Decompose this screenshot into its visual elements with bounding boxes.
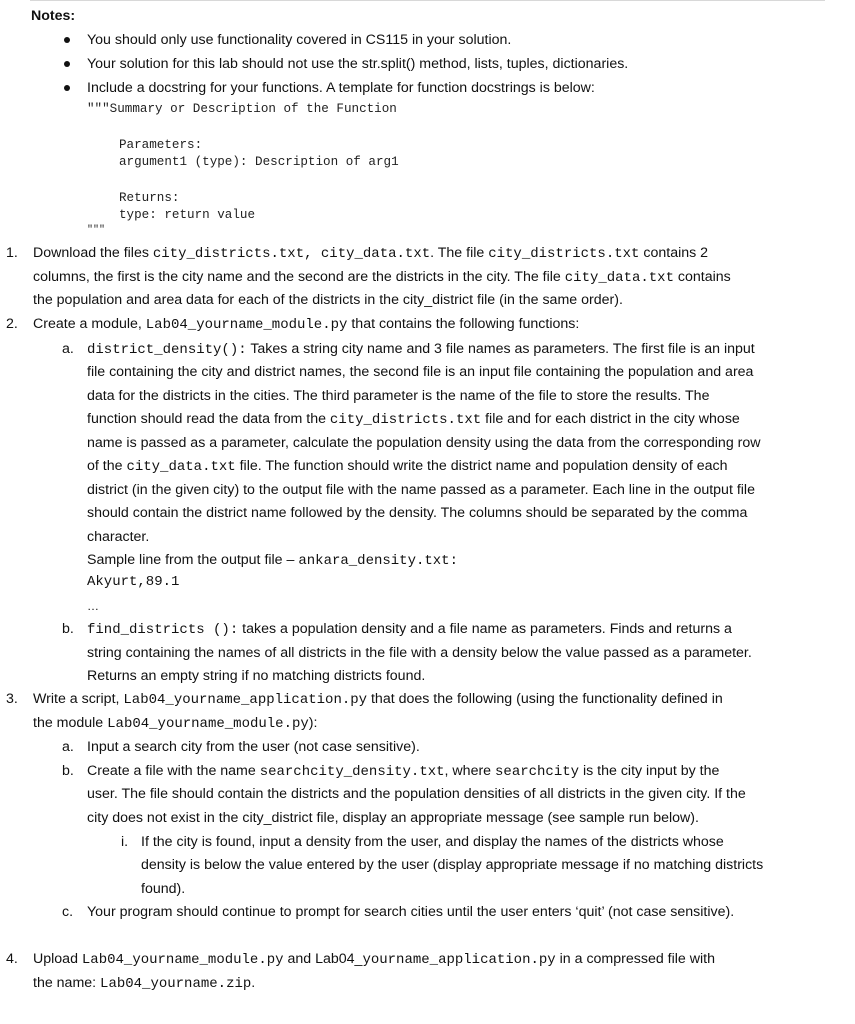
item-3a-line-1: Input a search city from the user (not case sensitive). (87, 739, 420, 755)
item-2a-line-9: character. (87, 529, 150, 545)
list-marker: 2. (6, 316, 18, 332)
docstring-line: type: return value (119, 208, 256, 222)
bullet-dot (64, 37, 70, 43)
docstring-line: """Summary or Description of the Function (87, 102, 397, 116)
item-2-line-1: Create a module, Lab04_yourname_module.py that contains the following functions: (33, 316, 580, 333)
docstring-line: """ (87, 225, 106, 236)
list-marker: 3. (6, 691, 18, 707)
list-marker: i. (121, 834, 129, 850)
top-divider (30, 0, 825, 1)
note-bullet-2: Your solution for this lab should not use the str.split() method, lists, tuples, dictionaries. (87, 56, 629, 72)
sample-output-line: Akyurt,89.1 (87, 574, 180, 590)
item-2a-line-7: district (in the given city) to the output file with the name passed as a parameter. Each line in the output file (87, 482, 755, 498)
item-2b-line-2: string containing the names of all districts in the file with a density below the value passed as a parameter. (87, 645, 752, 661)
list-marker: b. (62, 621, 74, 637)
item-2a-line-8: should contain the district name followed by the density. The columns should be separated by the comma (87, 505, 748, 521)
item-3-line-1: Write a script, Lab04_yourname_application.py that does the following (using the functionality defined in (33, 691, 723, 708)
item-3-line-2: the module Lab04_yourname_module.py): (33, 715, 318, 732)
item-1-line-2: columns, the first is the city name and the second are the districts in the city. The file city_data.txt contains (33, 269, 731, 286)
bullet-dot (64, 61, 70, 67)
list-marker: 1. (6, 245, 18, 261)
item-3b-i-line-2: density is below the value entered by the user (display appropriate message if no matching districts (141, 857, 764, 873)
item-2b-line-3: Returns an empty string if no matching districts found. (87, 668, 426, 684)
item-2a-line-10: Sample line from the output file – ankara_density.txt: (87, 552, 458, 569)
bullet-dot (64, 85, 70, 91)
item-2a-line-4: function should read the data from the city_districts.txt file and for each district in the city whose (87, 411, 740, 428)
item-4-line-2: the name: Lab04_yourname.zip. (33, 975, 256, 992)
item-2a-line-1: district_density(): Takes a string city name and 3 file names as parameters. The first file is an input (87, 341, 755, 358)
docstring-line: Parameters: (119, 138, 203, 152)
item-2a-line-5: name is passed as a parameter, calculate the population density using the data from the corresponding row (87, 435, 761, 451)
item-2b-line-1: find_districts (): takes a population density and a file name as parameters. Finds and returns a (87, 621, 732, 638)
item-2a-line-6: of the city_data.txt file. The function should write the district name and population density of each (87, 458, 728, 475)
docstring-line: argument1 (type): Description of arg1 (119, 155, 399, 169)
item-3c-line-1: Your program should continue to prompt for search cities until the user enters ‘quit’ (not case sensitive). (87, 904, 735, 920)
list-marker: 4. (6, 951, 18, 967)
ellipsis: … (87, 599, 99, 613)
item-1-line-3: the population and area data for each of the districts in the city_district file (in the same order). (33, 292, 623, 308)
item-1-line-1: Download the files city_districts.txt, city_data.txt. The file city_districts.txt contains 2 (33, 245, 709, 262)
docstring-line: Returns: (119, 191, 180, 205)
notes-heading: Notes: (31, 8, 76, 24)
list-marker: a. (62, 739, 74, 755)
item-2a-line-3: data for the districts in the cities. The third parameter is the name of the file to store the results. The (87, 388, 710, 404)
item-3b-line-1: Create a file with the name searchcity_density.txt, where searchcity is the city input by the (87, 763, 720, 780)
note-bullet-3: Include a docstring for your functions. A template for function docstrings is below: (87, 80, 595, 96)
item-3b-line-3: city does not exist in the city_district file, display an appropriate message (see sample run below). (87, 810, 699, 826)
item-4-line-1: Upload Lab04_yourname_module.py and Lab04_yourname_application.py in a compressed file with (33, 951, 715, 968)
list-marker: b. (62, 763, 74, 779)
item-3b-i-line-3: found). (141, 881, 186, 897)
item-2a-line-2: file containing the city and district names, the second file is an input file containing the population and area (87, 364, 754, 380)
list-marker: c. (62, 904, 74, 920)
list-marker: a. (62, 341, 74, 357)
note-bullet-1: You should only use functionality covered in CS115 in your solution. (87, 32, 512, 48)
item-3b-i-line-1: If the city is found, input a density from the user, and display the names of the districts whose (141, 834, 724, 850)
item-3b-line-2: user. The file should contain the districts and the population densities of all districts in the given city. If the (87, 786, 746, 802)
